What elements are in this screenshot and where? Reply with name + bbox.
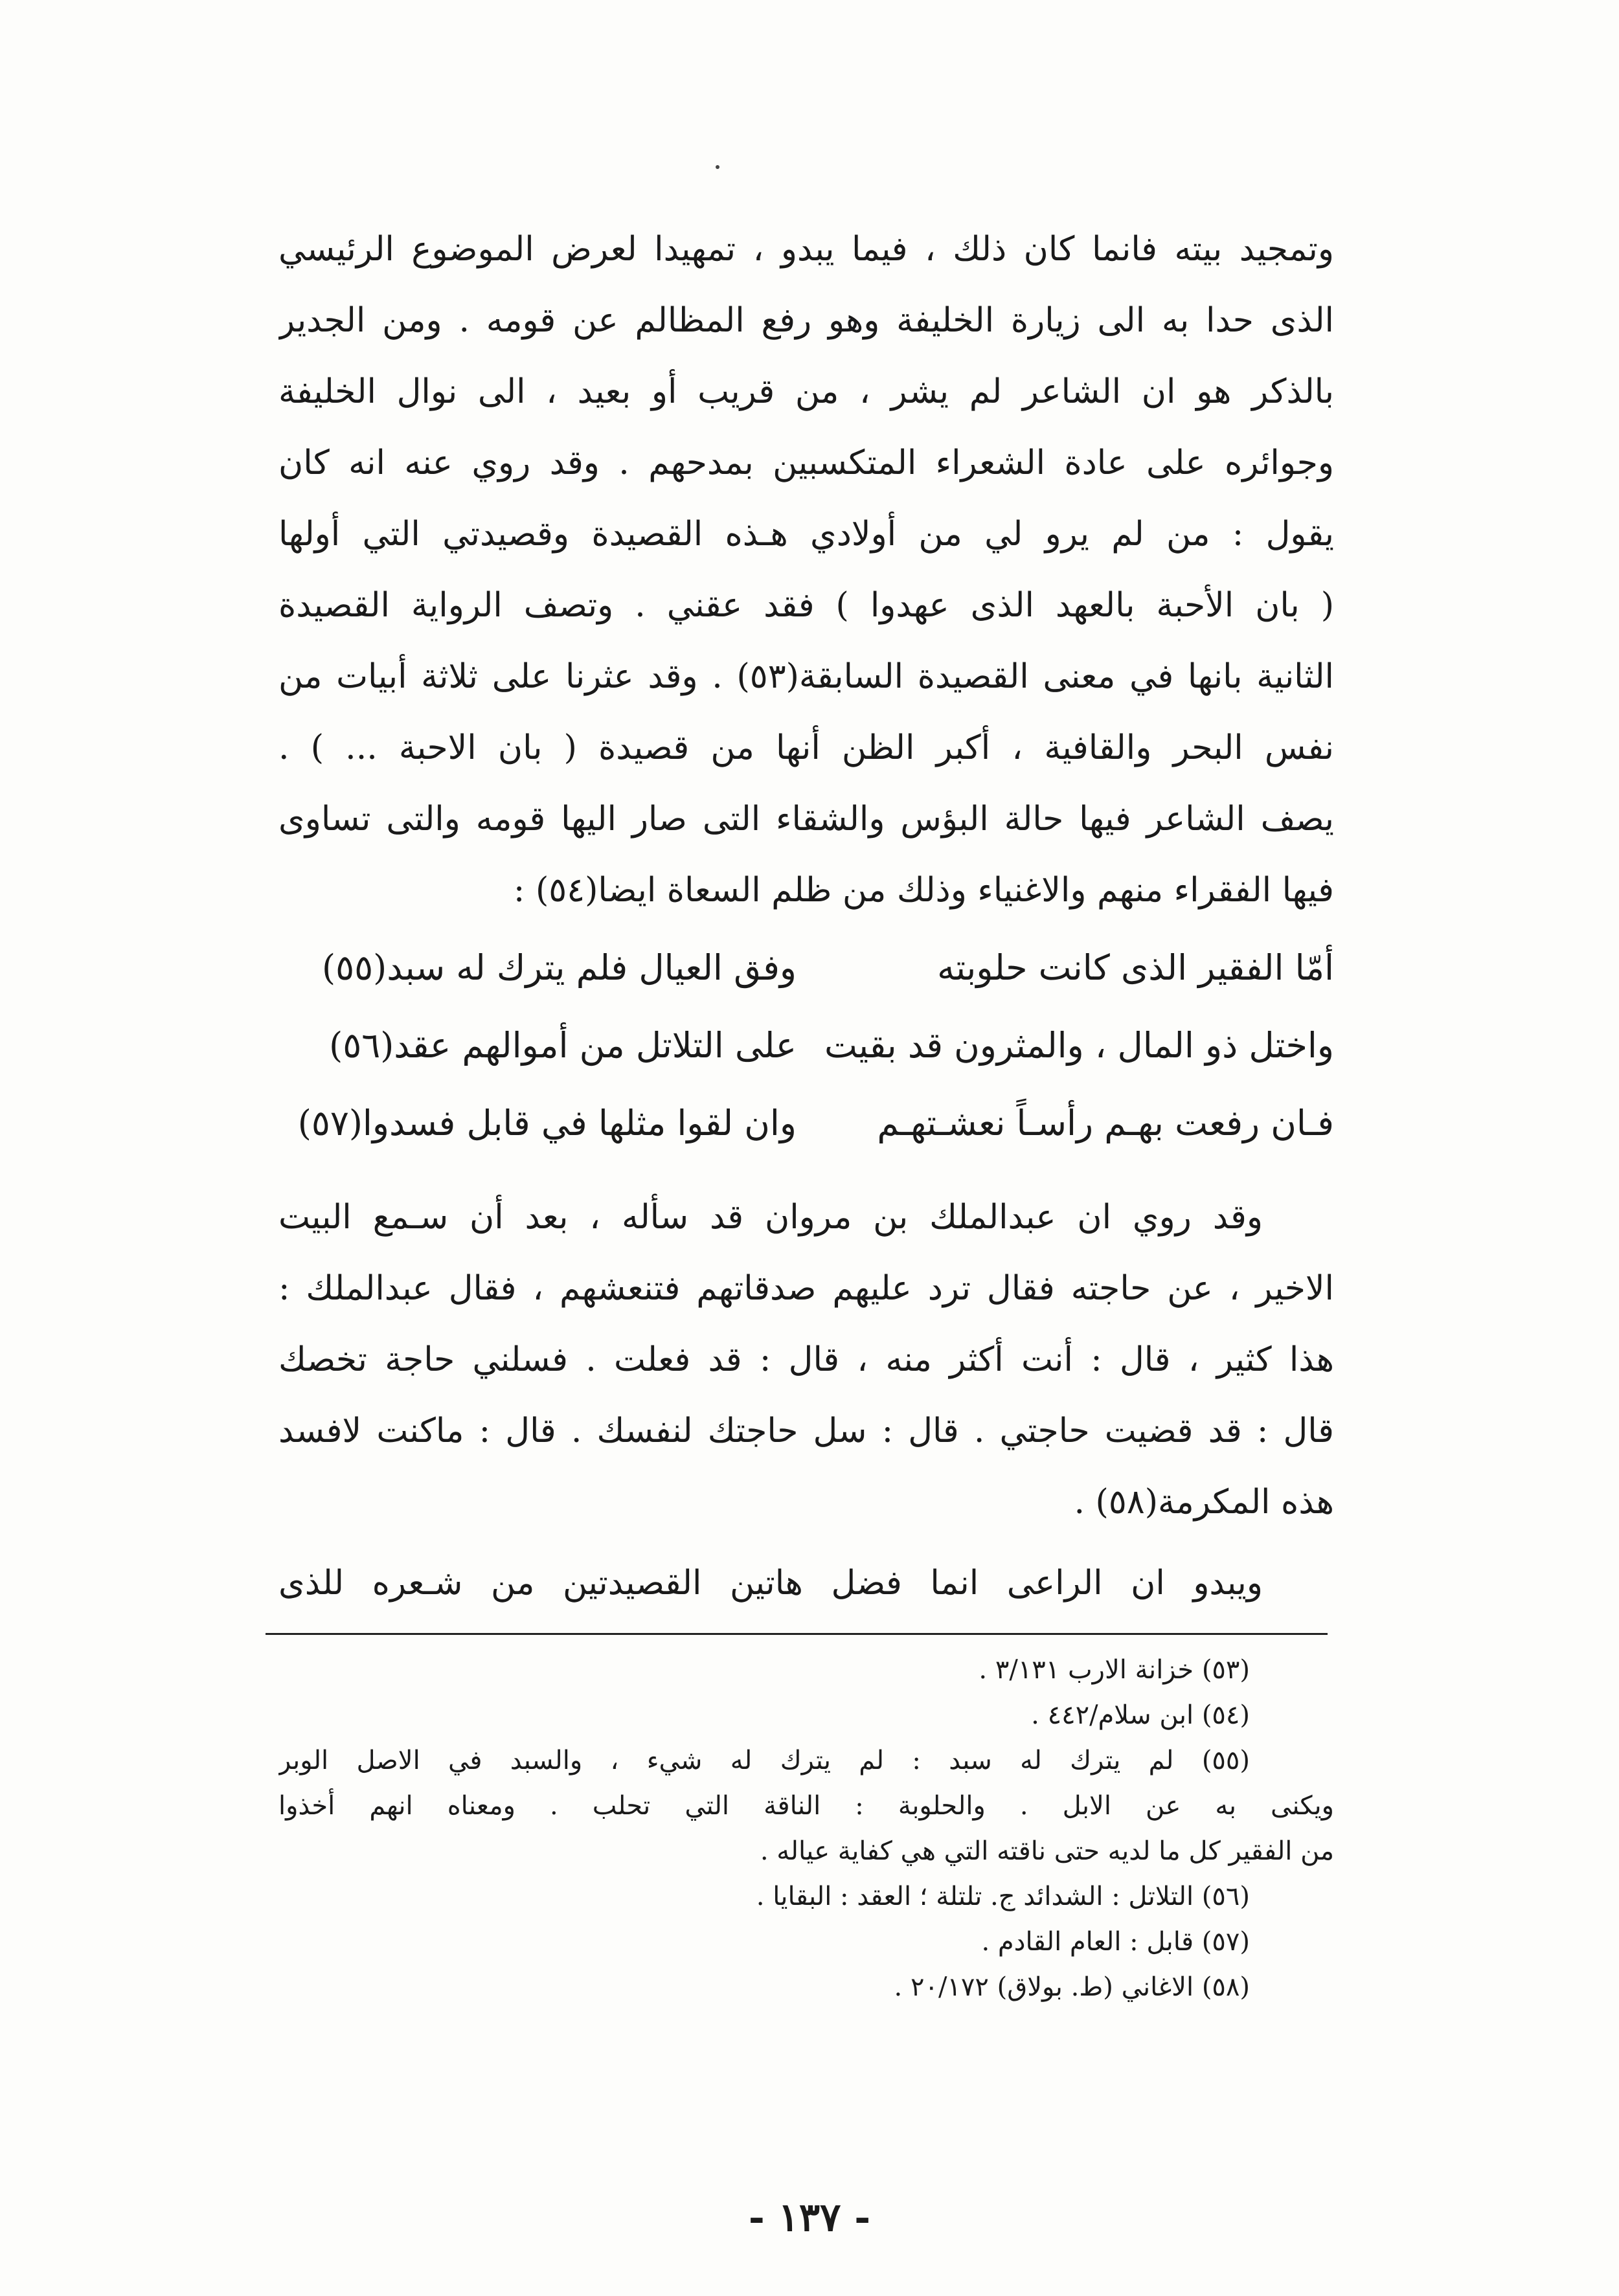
body-text-line: وقد روي ان عبدالملك بن مروان قد سأله ، بعد أن سـمع البيت <box>278 1198 1263 1237</box>
poem-verse <box>278 1010 1334 1081</box>
body-text-line: ( بان الأحبة بالعهد الذى عهدوا ) فقد عقني . وتصف الرواية القصيدة <box>278 586 1334 625</box>
poem-verse <box>278 1088 1334 1159</box>
body-text-line: يصف الشاعر فيها حالة البؤس والشقاء التى صار اليها قومه والتى تساوى <box>278 800 1334 838</box>
body-text-line: هذا كثير ، قال : أنت أكثر منه ، قال : قد فعلت . فسلني حاجة تخصك <box>278 1340 1334 1379</box>
body-text-line: الاخير ، عن حاجته فقال ترد عليهم صدقاتهم فتنعشهم ، فقال عبدالملك : <box>278 1269 1334 1308</box>
footnote-separator <box>266 1633 1328 1635</box>
verse-first-hemistich: فـان رفعت بهـم رأسـاً نعشـتهـم <box>877 1103 1334 1143</box>
body-text-line: الذى حدا به الى زيارة الخليفة وهو رفع المظالم عن قومه . ومن الجدير <box>278 301 1334 340</box>
verse-first-hemistich: أمّا الفقير الذى كانت حلوبته <box>937 947 1334 988</box>
body-text-line: الثانية بانها في معنى القصيدة السابقة(٥٣) . وقد عثرنا على ثلاثة أبيات من <box>278 657 1334 696</box>
top-ink-dot <box>716 165 719 169</box>
footnote: ويكنى به عن الابل . والحلوبة : الناقة التي تحلب . ومعناه انهم أخذوا <box>278 1791 1334 1821</box>
body-text-line: فيها الفقراء منهم والاغنياء وذلك من ظلم السعاة ايضا(٥٤) : <box>513 871 1334 910</box>
verse-first-hemistich: واختل ذو المال ، والمثرون قد بقيت <box>824 1025 1334 1066</box>
body-text-line: بالذكر هو ان الشاعر لم يشر ، من قريب أو بعيد ، الى نوال الخليفة <box>278 372 1334 411</box>
footnote: (٥٨) الاغاني (ط. بولاق) ٢٠/١٧٢ . <box>894 1972 1250 2002</box>
footnote: (٥٤) ابن سلام/٤٤٢ . <box>1031 1700 1250 1730</box>
footnote: (٥٥) لم يترك له سبد : لم يترك له شيء ، والسبد في الاصل الوبر <box>278 1746 1250 1775</box>
body-text-line: وتمجيد بيته فانما كان ذلك ، فيما يبدو ، تمهيدا لعرض الموضوع الرئيسي <box>278 230 1334 269</box>
footnote: من الفقير كل ما لديه حتى ناقته التي هي كفاية عياله . <box>760 1836 1334 1866</box>
page-number: - ١٣٧ - <box>748 2195 871 2240</box>
body-text-line: هذه المكرمة(٥٨) . <box>1074 1483 1334 1522</box>
body-text-line: قال : قد قضيت حاجتي . قال : سل حاجتك لنفسك . قال : ماكنت لافسد <box>278 1412 1334 1450</box>
footnote: (٥٦) التلاتل : الشدائد ج. تلتلة ؛ العقد : البقايا . <box>756 1882 1250 1911</box>
body-text-line: ويبدو ان الراعى انما فضل هاتين القصيدتين من شـعره للذى <box>278 1564 1263 1603</box>
verse-second-hemistich: على التلاتل من أموالهم عقد(٥٦) <box>329 1025 797 1066</box>
body-text-line: نفس البحر والقافية ، أكبر الظن أنها من قصيدة ( بان الاحبة ... ) . <box>278 728 1334 767</box>
footnote: (٥٣) خزانة الارب ٣/١٣١ . <box>979 1655 1250 1685</box>
verse-second-hemistich: وان لقوا مثلها في قابل فسدوا(٥٧) <box>297 1103 797 1143</box>
body-text-line: يقول : من لم يرو لي من أولادي هـذه القصيدة وقصيدتي التي أولها <box>278 515 1334 554</box>
body-text-line: وجوائره على عادة الشعراء المتكسبين بمدحهم . وقد روي عنه انه كان <box>278 444 1334 482</box>
poem-verse <box>278 932 1334 1004</box>
footnote: (٥٧) قابل : العام القادم . <box>981 1927 1250 1957</box>
verse-second-hemistich: وفق العيال فلم يترك له سبد(٥٥) <box>322 947 797 988</box>
